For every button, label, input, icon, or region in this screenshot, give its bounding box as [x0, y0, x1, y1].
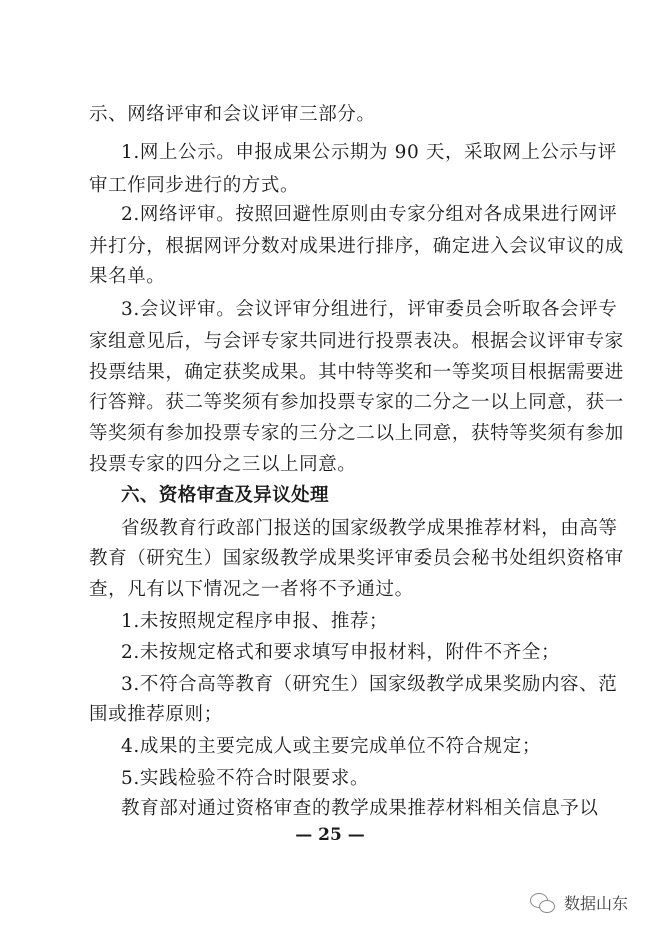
text-line: 果名单。: [89, 266, 166, 287]
text-line: 围或推荐原则；: [89, 704, 223, 725]
text-line: 等奖须有参加投票专家的三分之二以上同意，获特等奖须有参加: [89, 423, 624, 444]
text-line: 3.不符合高等教育（研究生）国家级教学成果奖励内容、范: [121, 674, 618, 695]
text-line: 4.成果的主要完成人或主要完成单位不符合规定；: [121, 736, 541, 757]
text-line: 投票专家的四分之三以上同意。: [89, 454, 357, 475]
text-line: 并打分，根据网评分数对成果进行排序，确定进入会议审议的成: [89, 236, 624, 257]
text-line: 3.会议评审。会议评审分组进行，评审委员会听取各会评专: [121, 299, 618, 320]
page-number: — 25 —: [295, 825, 365, 845]
text-line: 1.网上公示。申报成果公示期为 90 天，采取网上公示与评: [121, 142, 617, 163]
text-line: 教育（研究生）国家级教学成果奖评审委员会秘书处组织资格审: [89, 548, 624, 569]
text-line: 家组意见后，与会评专家共同进行投票表决。根据会议评审专家: [89, 331, 624, 352]
text-line: 查，凡有以下情况之一者将不予通过。: [89, 579, 414, 600]
text-line: 2.未按规定格式和要求填写申报材料，附件不齐全；: [121, 642, 561, 663]
watermark: [530, 891, 628, 914]
section-heading: 六、资格审查及异议处理: [121, 485, 329, 506]
wechat-icon: [530, 892, 556, 914]
text-line: 行答辩。获二等奖须有参加投票专家的二分之一以上同意，获一: [89, 392, 624, 413]
text-line: 5.实践检验不符合时限要求。: [121, 768, 370, 789]
text-line: 教育部对通过资格审查的教学成果推荐材料相关信息予以: [121, 798, 599, 819]
text-line: 投票结果，确定获奖成果。其中特等奖和一等奖项目根据需要进: [89, 362, 624, 383]
text-line: 省级教育行政部门报送的国家级教学成果推荐材料，由高等: [121, 518, 618, 539]
watermark-text: 数据山东: [563, 894, 628, 913]
text-line: 2.网络评审。按照回避性原则由专家分组对各成果进行网评: [121, 204, 618, 225]
text-line: 审工作同步进行的方式。: [89, 175, 300, 196]
text-line: 示、网络评审和会议评审三部分。: [89, 104, 376, 125]
text-line: 1.未按照规定程序申报、推荐；: [121, 611, 389, 632]
